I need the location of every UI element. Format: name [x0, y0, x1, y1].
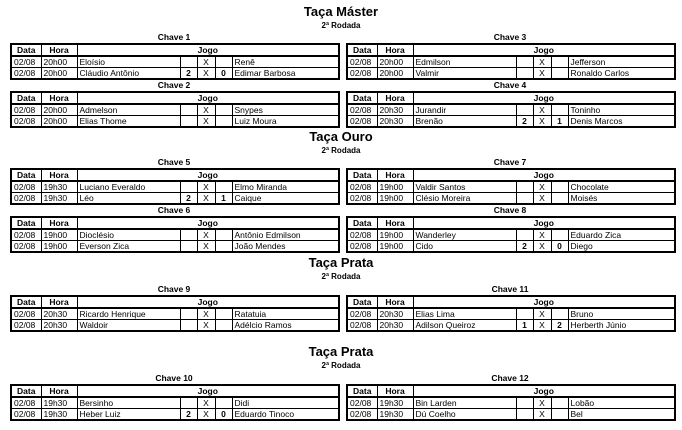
- away-score: [215, 397, 232, 409]
- versus: X: [533, 104, 551, 116]
- match-date: 02/08: [347, 104, 377, 116]
- match-time: 19h30: [41, 193, 77, 205]
- match-date: 02/08: [347, 68, 377, 80]
- header-jogo: Jogo: [77, 92, 339, 104]
- home-player: Waldoir: [77, 320, 180, 332]
- match-date: 02/08: [11, 56, 41, 68]
- header-row: [11, 169, 339, 181]
- match-time: 20h00: [41, 56, 77, 68]
- away-score: [215, 56, 232, 68]
- away-player: Diego: [568, 241, 675, 253]
- home-player: Valdir Santos: [413, 181, 516, 193]
- header-data: Data: [11, 92, 41, 104]
- match-time: 19h30: [41, 181, 77, 193]
- match-row: [11, 181, 339, 193]
- match-date: 02/08: [11, 409, 41, 421]
- away-score: [551, 397, 568, 409]
- header-jogo: Jogo: [77, 296, 339, 308]
- versus: X: [533, 193, 551, 205]
- home-score: [180, 397, 197, 409]
- header-hora: Hora: [377, 169, 413, 181]
- group-table: [346, 43, 676, 80]
- header-hora: Hora: [41, 44, 77, 56]
- header-jogo: Jogo: [413, 92, 675, 104]
- away-player: Renê: [232, 56, 339, 68]
- away-player: Luiz Moura: [232, 116, 339, 128]
- home-player: Heber Luiz: [77, 409, 180, 421]
- away-player: Eduardo Zica: [568, 229, 675, 241]
- away-player: Antônio Edmilson: [232, 229, 339, 241]
- home-score: [180, 241, 197, 253]
- versus: X: [197, 56, 215, 68]
- away-score: [215, 320, 232, 332]
- match-date: 02/08: [347, 397, 377, 409]
- home-player: Adilson Queiroz: [413, 320, 516, 332]
- versus: X: [533, 68, 551, 80]
- home-player: Léo: [77, 193, 180, 205]
- away-player: Lobão: [568, 397, 675, 409]
- away-player: João Mendes: [232, 241, 339, 253]
- home-player: Elias Thome: [77, 116, 180, 128]
- match-row: [347, 104, 675, 116]
- match-date: 02/08: [347, 241, 377, 253]
- group-table: [10, 295, 340, 332]
- away-player: Snypes: [232, 104, 339, 116]
- away-player: Toninho: [568, 104, 675, 116]
- match-date: 02/08: [347, 181, 377, 193]
- match-time: 20h00: [41, 104, 77, 116]
- away-player: Chocolate: [568, 181, 675, 193]
- away-player: Bel: [568, 409, 675, 421]
- away-player: Herberth Júnio: [568, 320, 675, 332]
- group-label: Chave 4: [493, 80, 527, 90]
- header-row: [11, 217, 339, 229]
- match-date: 02/08: [347, 308, 377, 320]
- away-player: Edimar Barbosa: [232, 68, 339, 80]
- header-jogo: Jogo: [413, 385, 675, 397]
- match-row: [11, 68, 339, 80]
- header-jogo: Jogo: [77, 385, 339, 397]
- match-time: 19h30: [377, 409, 413, 421]
- match-row: [347, 181, 675, 193]
- away-player: Elmo Miranda: [232, 181, 339, 193]
- header-jogo: Jogo: [413, 169, 675, 181]
- match-date: 02/08: [11, 308, 41, 320]
- match-date: 02/08: [11, 104, 41, 116]
- versus: X: [197, 193, 215, 205]
- home-score: [516, 193, 533, 205]
- away-score: [215, 104, 232, 116]
- home-score: [180, 320, 197, 332]
- header-row: [347, 44, 675, 56]
- away-score: 2: [551, 320, 568, 332]
- home-score: [180, 229, 197, 241]
- section-subtitle-prata: 2ª Rodada: [321, 272, 361, 281]
- match-date: 02/08: [347, 116, 377, 128]
- match-time: 20h30: [377, 116, 413, 128]
- match-row: [347, 241, 675, 253]
- home-score: [180, 56, 197, 68]
- match-row: [11, 241, 339, 253]
- header-hora: Hora: [377, 296, 413, 308]
- group-label: Chave 8: [493, 205, 527, 215]
- home-score: [180, 181, 197, 193]
- away-score: [215, 241, 232, 253]
- match-row: [347, 229, 675, 241]
- match-time: 19h00: [377, 193, 413, 205]
- home-score: [516, 397, 533, 409]
- header-hora: Hora: [41, 169, 77, 181]
- away-player: Denis Marcos: [568, 116, 675, 128]
- section-title-prata-2: Taça Prata: [308, 344, 374, 359]
- match-time: 20h00: [377, 68, 413, 80]
- section-title-master: Taça Máster: [303, 4, 379, 19]
- header-hora: Hora: [41, 296, 77, 308]
- home-player: Jurandir: [413, 104, 516, 116]
- header-row: [347, 385, 675, 397]
- versus: X: [533, 409, 551, 421]
- group-label: Chave 7: [493, 157, 527, 167]
- group-label: Chave 6: [157, 205, 191, 215]
- group-table: [346, 91, 676, 128]
- home-player: Elias Lima: [413, 308, 516, 320]
- versus: X: [197, 308, 215, 320]
- home-score: [516, 229, 533, 241]
- match-row: [347, 193, 675, 205]
- group-label: Chave 1: [157, 32, 191, 42]
- away-player: Eduardo Tinoco: [232, 409, 339, 421]
- home-player: Cido: [413, 241, 516, 253]
- versus: X: [197, 104, 215, 116]
- match-date: 02/08: [11, 320, 41, 332]
- away-score: 1: [551, 116, 568, 128]
- header-jogo: Jogo: [413, 296, 675, 308]
- home-player: Dioclésio: [77, 229, 180, 241]
- match-row: [347, 320, 675, 332]
- home-score: [180, 308, 197, 320]
- header-row: [347, 296, 675, 308]
- match-time: 20h00: [41, 68, 77, 80]
- away-score: 0: [215, 68, 232, 80]
- header-hora: Hora: [377, 217, 413, 229]
- home-player: Valmir: [413, 68, 516, 80]
- home-player: Admelson: [77, 104, 180, 116]
- match-date: 02/08: [11, 229, 41, 241]
- header-jogo: Jogo: [77, 169, 339, 181]
- home-score: [516, 104, 533, 116]
- away-score: [551, 104, 568, 116]
- match-row: [11, 320, 339, 332]
- section-title-prata: Taça Prata: [308, 255, 374, 270]
- match-date: 02/08: [11, 116, 41, 128]
- versus: X: [197, 409, 215, 421]
- match-row: [347, 116, 675, 128]
- header-row: [347, 92, 675, 104]
- header-jogo: Jogo: [77, 217, 339, 229]
- match-time: 20h30: [377, 320, 413, 332]
- versus: X: [197, 229, 215, 241]
- versus: X: [533, 56, 551, 68]
- match-time: 20h00: [41, 116, 77, 128]
- header-hora: Hora: [377, 385, 413, 397]
- home-score: 2: [180, 68, 197, 80]
- group-label: Chave 5: [157, 157, 191, 167]
- group-table: [346, 168, 676, 205]
- away-score: 0: [215, 409, 232, 421]
- home-player: Wanderley: [413, 229, 516, 241]
- home-score: [516, 56, 533, 68]
- match-date: 02/08: [11, 181, 41, 193]
- match-time: 20h30: [41, 320, 77, 332]
- home-player: Dú Coelho: [413, 409, 516, 421]
- group-table: [10, 168, 340, 205]
- versus: X: [197, 241, 215, 253]
- home-score: [516, 68, 533, 80]
- match-time: 19h30: [41, 397, 77, 409]
- header-row: [11, 92, 339, 104]
- match-time: 19h00: [41, 229, 77, 241]
- home-player: Edmilson: [413, 56, 516, 68]
- header-jogo: Jogo: [413, 44, 675, 56]
- group-table: [346, 295, 676, 332]
- versus: X: [533, 181, 551, 193]
- match-row: [11, 56, 339, 68]
- header-data: Data: [11, 169, 41, 181]
- home-score: 2: [516, 241, 533, 253]
- group-label: Chave 3: [493, 32, 527, 42]
- header-row: [347, 169, 675, 181]
- away-score: [551, 68, 568, 80]
- match-row: [347, 56, 675, 68]
- header-data: Data: [347, 385, 377, 397]
- header-data: Data: [347, 92, 377, 104]
- group-table: [10, 43, 340, 80]
- header-hora: Hora: [377, 92, 413, 104]
- header-data: Data: [11, 217, 41, 229]
- versus: X: [197, 181, 215, 193]
- match-row: [11, 308, 339, 320]
- away-player: Jefferson: [568, 56, 675, 68]
- home-player: Eloísio: [77, 56, 180, 68]
- header-row: [11, 44, 339, 56]
- home-player: Bersinho: [77, 397, 180, 409]
- home-score: 2: [516, 116, 533, 128]
- away-score: 1: [215, 193, 232, 205]
- away-player: Moisés: [568, 193, 675, 205]
- versus: X: [533, 116, 551, 128]
- match-date: 02/08: [11, 397, 41, 409]
- home-player: Brenão: [413, 116, 516, 128]
- match-row: [11, 116, 339, 128]
- away-score: [551, 193, 568, 205]
- versus: X: [197, 320, 215, 332]
- home-score: [516, 181, 533, 193]
- home-score: [516, 409, 533, 421]
- header-hora: Hora: [41, 92, 77, 104]
- header-data: Data: [11, 385, 41, 397]
- group-table: [10, 216, 340, 253]
- group-label: Chave 2: [157, 80, 191, 90]
- group-table: [10, 91, 340, 128]
- section-subtitle-prata-2: 2ª Rodada: [321, 361, 361, 370]
- match-time: 19h00: [41, 241, 77, 253]
- group-label: Chave 9: [157, 284, 191, 294]
- versus: X: [533, 320, 551, 332]
- match-date: 02/08: [347, 320, 377, 332]
- match-date: 02/08: [11, 241, 41, 253]
- header-data: Data: [347, 44, 377, 56]
- match-date: 02/08: [347, 193, 377, 205]
- away-score: [551, 181, 568, 193]
- header-hora: Hora: [41, 217, 77, 229]
- header-data: Data: [11, 44, 41, 56]
- home-player: Cláudio Antônio: [77, 68, 180, 80]
- away-score: [551, 229, 568, 241]
- group-table: [10, 384, 340, 421]
- home-score: 2: [180, 193, 197, 205]
- home-player: Clésio Moreira: [413, 193, 516, 205]
- away-player: Ratatuia: [232, 308, 339, 320]
- match-time: 20h30: [377, 308, 413, 320]
- versus: X: [533, 397, 551, 409]
- group-table: [346, 216, 676, 253]
- header-row: [11, 385, 339, 397]
- match-row: [11, 193, 339, 205]
- match-time: 19h00: [377, 229, 413, 241]
- header-jogo: Jogo: [77, 44, 339, 56]
- away-score: [215, 181, 232, 193]
- versus: X: [533, 241, 551, 253]
- versus: X: [197, 116, 215, 128]
- group-label: Chave 10: [155, 373, 193, 383]
- home-score: [516, 308, 533, 320]
- match-date: 02/08: [11, 193, 41, 205]
- home-score: [180, 104, 197, 116]
- section-subtitle-master: 2ª Rodada: [321, 21, 361, 30]
- section-title-ouro: Taça Ouro: [309, 129, 373, 144]
- versus: X: [197, 68, 215, 80]
- header-data: Data: [347, 217, 377, 229]
- header-hora: Hora: [377, 44, 413, 56]
- home-score: 1: [516, 320, 533, 332]
- match-time: 20h00: [377, 56, 413, 68]
- away-score: [551, 56, 568, 68]
- versus: X: [533, 308, 551, 320]
- match-date: 02/08: [347, 229, 377, 241]
- match-row: [11, 229, 339, 241]
- match-date: 02/08: [347, 409, 377, 421]
- group-label: Chave 12: [491, 373, 529, 383]
- home-player: Ricardo Henrique: [77, 308, 180, 320]
- away-score: [551, 409, 568, 421]
- match-time: 19h30: [41, 409, 77, 421]
- match-row: [11, 104, 339, 116]
- versus: X: [197, 397, 215, 409]
- match-time: 19h00: [377, 181, 413, 193]
- match-time: 20h30: [41, 308, 77, 320]
- away-player: Ronaldo Carlos: [568, 68, 675, 80]
- header-jogo: Jogo: [413, 217, 675, 229]
- match-row: [347, 409, 675, 421]
- section-subtitle-ouro: 2ª Rodada: [321, 146, 361, 155]
- away-player: Caique: [232, 193, 339, 205]
- away-score: [551, 308, 568, 320]
- header-data: Data: [347, 169, 377, 181]
- match-row: [347, 397, 675, 409]
- away-player: Adélcio Ramos: [232, 320, 339, 332]
- match-date: 02/08: [347, 56, 377, 68]
- away-score: 0: [551, 241, 568, 253]
- home-player: Everson Zica: [77, 241, 180, 253]
- match-row: [11, 409, 339, 421]
- match-time: 19h00: [377, 241, 413, 253]
- header-hora: Hora: [41, 385, 77, 397]
- match-date: 02/08: [11, 68, 41, 80]
- away-score: [215, 229, 232, 241]
- match-time: 19h30: [377, 397, 413, 409]
- match-row: [11, 397, 339, 409]
- away-player: Didi: [232, 397, 339, 409]
- match-row: [347, 308, 675, 320]
- home-player: Luciano Everaldo: [77, 181, 180, 193]
- header-row: [347, 217, 675, 229]
- match-time: 20h30: [377, 104, 413, 116]
- match-row: [347, 68, 675, 80]
- home-score: 2: [180, 409, 197, 421]
- group-label: Chave 11: [491, 284, 529, 294]
- away-score: [215, 116, 232, 128]
- away-player: Bruno: [568, 308, 675, 320]
- group-table: [346, 384, 676, 421]
- header-row: [11, 296, 339, 308]
- away-score: [215, 308, 232, 320]
- home-score: [180, 116, 197, 128]
- home-player: Bin Larden: [413, 397, 516, 409]
- header-data: Data: [347, 296, 377, 308]
- header-data: Data: [11, 296, 41, 308]
- versus: X: [533, 229, 551, 241]
